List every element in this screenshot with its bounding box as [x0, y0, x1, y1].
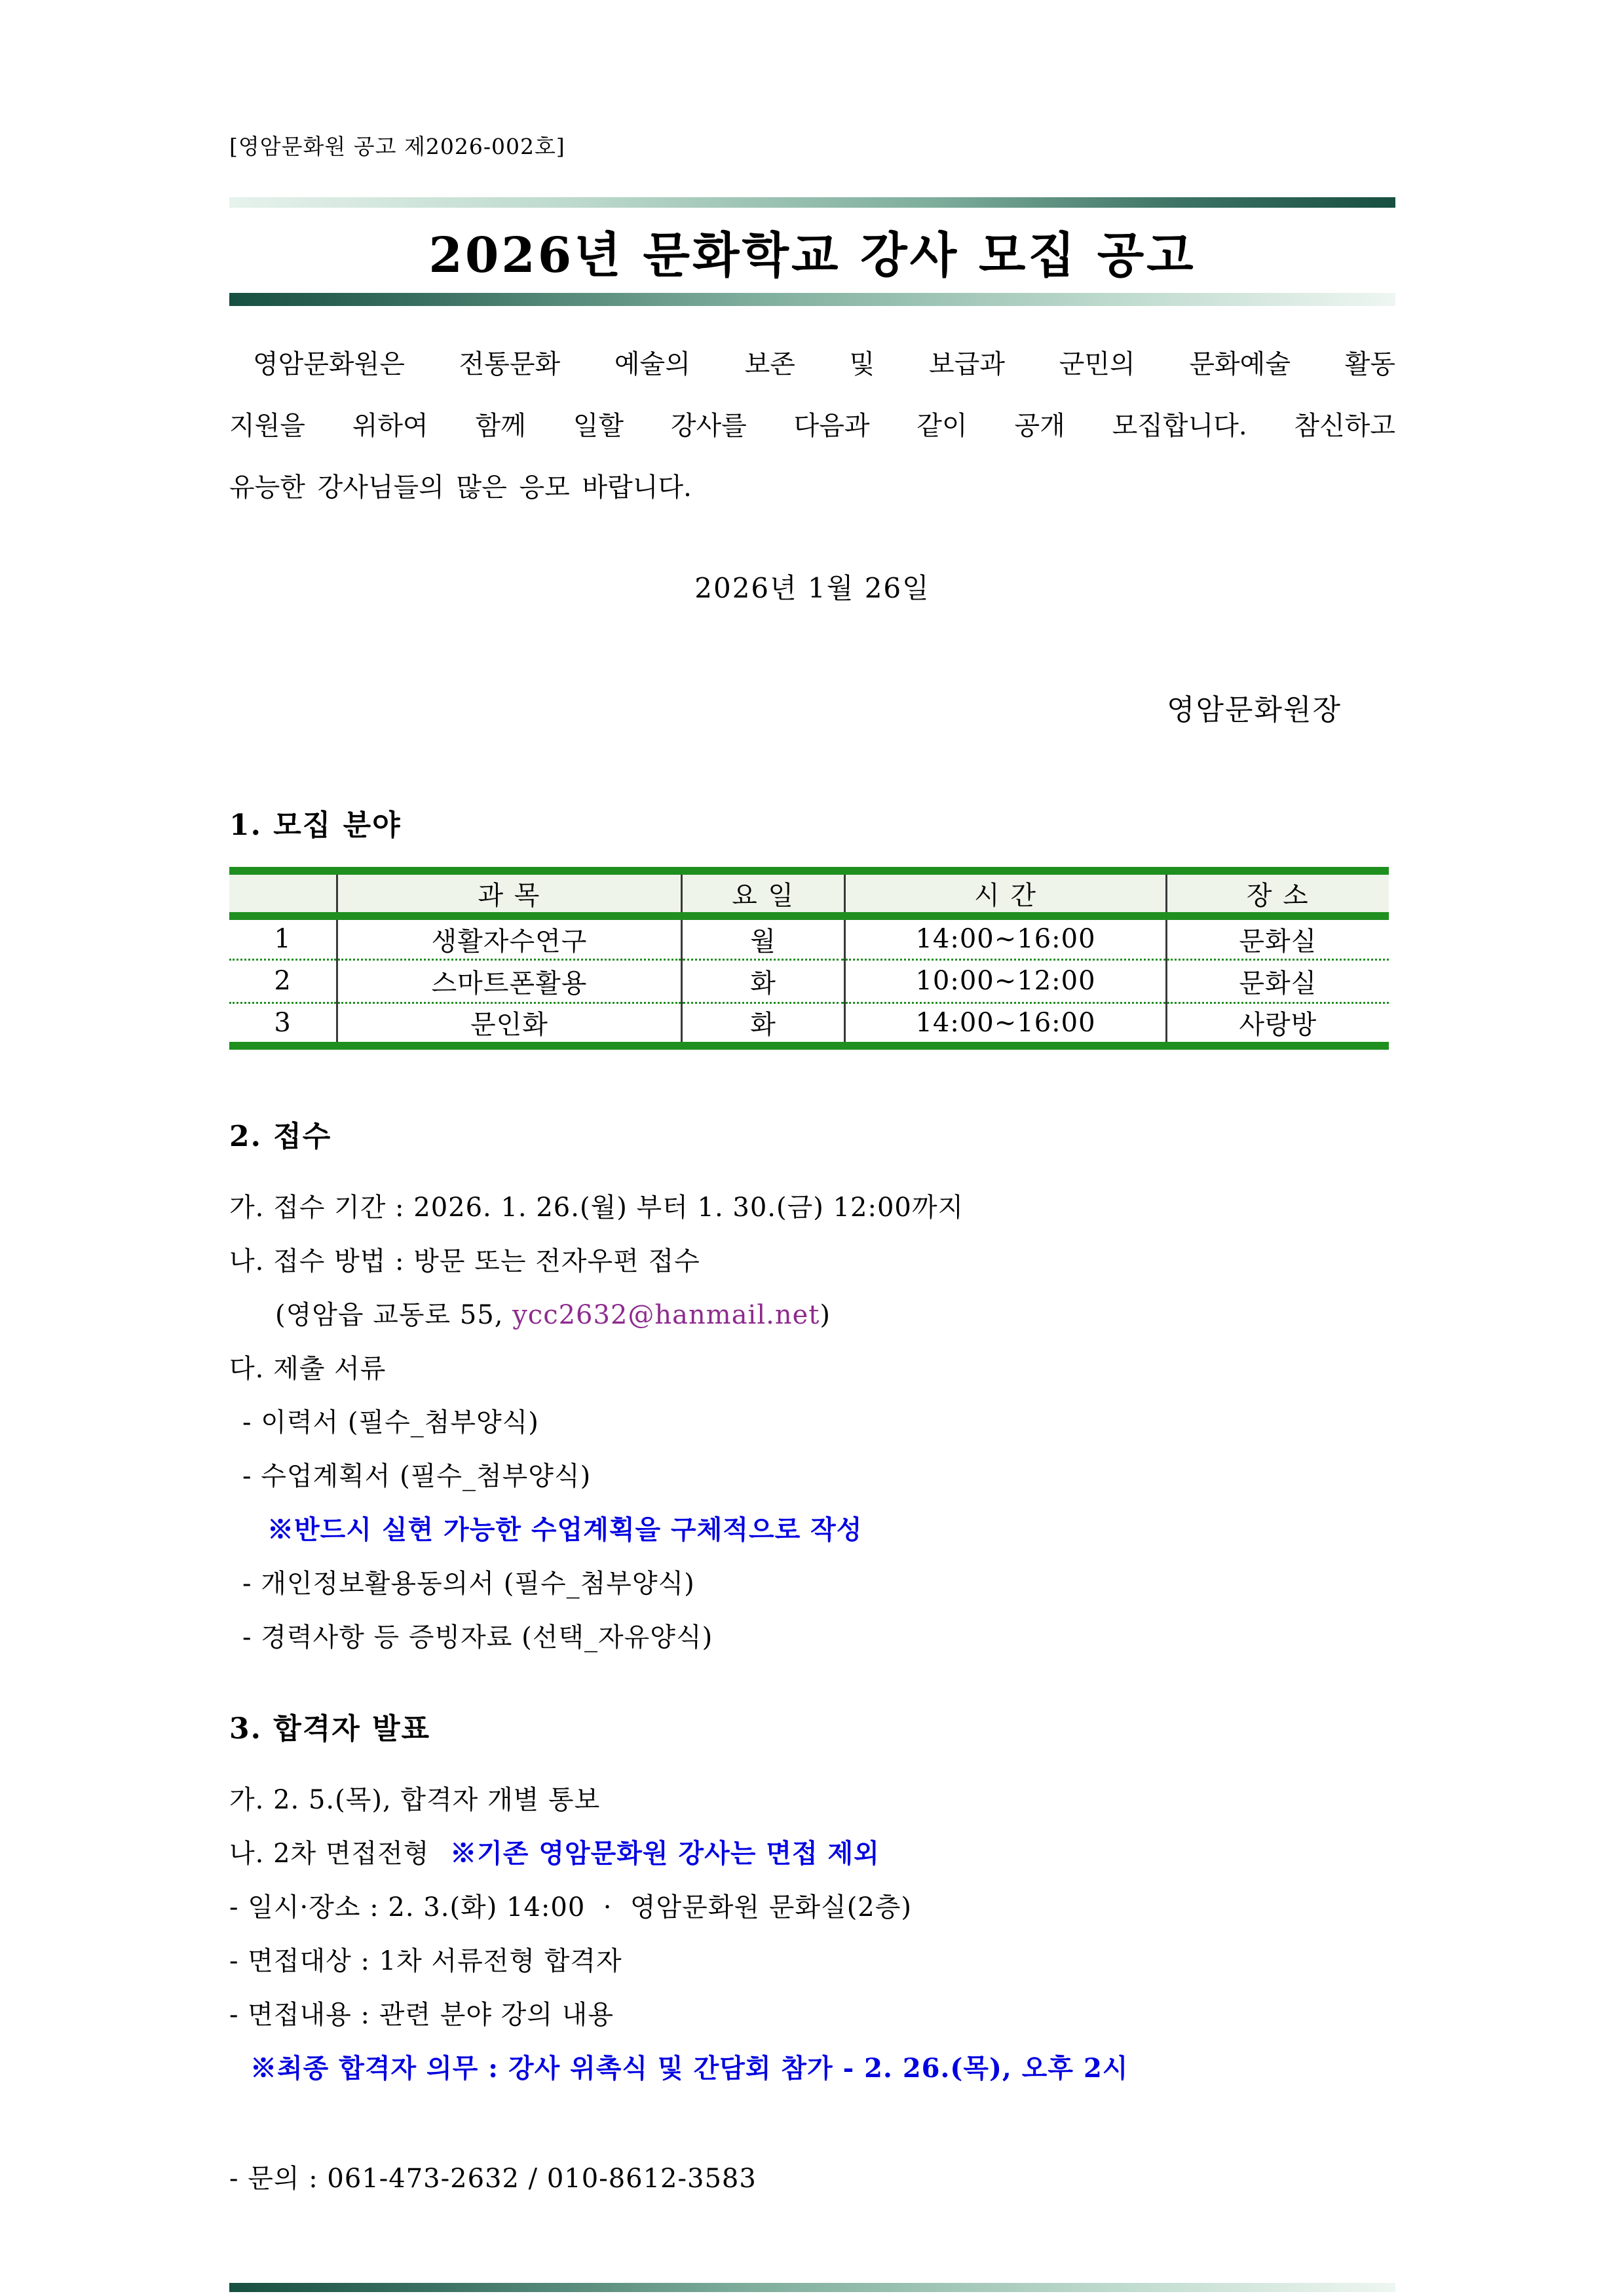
- section3-heading: 3. 합격자 발표: [229, 1712, 431, 1746]
- table-cell: 스마트폰활용: [337, 959, 682, 1003]
- section2-heading: 2. 접수: [229, 1120, 332, 1153]
- table-cell: 10:00~12:00: [845, 959, 1166, 1003]
- table-cell: 월: [681, 916, 845, 959]
- table-header-day: 요 일: [681, 871, 845, 916]
- signature: 영암문화원장: [1166, 693, 1342, 727]
- doc-item-lesson-plan: - 수업계획서 (필수_첨부양식): [242, 1461, 592, 1491]
- table-cell: 문인화: [337, 1003, 682, 1046]
- table-cell: 화: [681, 959, 845, 1003]
- interview-line: [229, 1827, 1395, 1881]
- notice-number: [영암문화원 공고 제2026-002호]: [229, 134, 565, 159]
- recruitment-table: [229, 867, 1389, 1050]
- table-cell: 사랑방: [1166, 1003, 1389, 1046]
- interview-label: 나. 2차 면접전형: [229, 1839, 439, 1869]
- reception-method-line: 나. 접수 방법 : 방문 또는 전자우편 접수: [229, 1246, 700, 1276]
- footer-rule: [229, 2283, 1395, 2292]
- table-cell: 화: [681, 1003, 845, 1046]
- email-link[interactable]: ycc2632@hanmail.net: [512, 1300, 820, 1330]
- table-header-row: [229, 871, 1389, 916]
- intro-line: 지원을 위하여 함께 일할 강사를 다음과 같이 공개 모집합니다. 참신하고: [229, 411, 1395, 441]
- document-content: [229, 0, 1395, 2206]
- table-cell: 3: [274, 1007, 292, 1038]
- address-close-paren: ): [820, 1300, 831, 1330]
- interview-when-where-line: - 일시·장소 : 2. 3.(화) 14:00 · 영암문화원 문화실(2층): [229, 1892, 913, 1923]
- intro-line: 유능한 강사님들의 많은 응모 바랍니다.: [229, 472, 692, 503]
- table-cell: 14:00~16:00: [845, 1003, 1166, 1046]
- table-cell: 문화실: [1166, 959, 1389, 1003]
- table-header-place: 장 소: [1166, 871, 1389, 916]
- table-header-subject: 과 목: [337, 871, 682, 916]
- table-cell: 생활자수연구: [337, 916, 682, 959]
- result-notify-line: 가. 2. 5.(목), 합격자 개별 통보: [229, 1785, 601, 1815]
- table-cell: 14:00~16:00: [845, 916, 1166, 959]
- title-rule-top: [229, 197, 1395, 208]
- reception-period-line: 가. 접수 기간 : 2026. 1. 26.(월) 부터 1. 30.(금) 12:00까지: [229, 1193, 964, 1223]
- doc-item-privacy-consent: - 개인정보활용동의서 (필수_첨부양식): [242, 1569, 695, 1599]
- table-cell: 문화실: [1166, 916, 1389, 959]
- final-pass-duty-note: ※최종 합격자 의무 : 강사 위촉식 및 간담회 참가 - 2. 26.(목), 오후 2시: [250, 2053, 1129, 2084]
- interview-exemption-note: ※기존 영암문화원 강사는 면접 제외: [450, 1838, 880, 1869]
- contact-line: - 문의 : 061-473-2632 / 010-8612-3583: [229, 2164, 757, 2194]
- lesson-plan-note: ※반드시 실현 가능한 수업계획을 구체적으로 작성: [267, 1514, 863, 1545]
- doc-item-resume: - 이력서 (필수_첨부양식): [242, 1407, 539, 1438]
- interview-content-line: - 면접내용 : 관련 분야 강의 내용: [229, 2000, 614, 2030]
- table-row: [229, 959, 1389, 1003]
- table-header-number: [229, 871, 337, 916]
- intro-line: 영암문화원은 전통문화 예술의 보존 및 보급과 군민의 문화예술 활동: [253, 349, 1395, 379]
- announcement-date: 2026년 1월 26일: [694, 572, 930, 604]
- submission-docs-line: 다. 제출 서류: [229, 1354, 387, 1384]
- doc-item-career-proof: - 경력사항 등 증빙자료 (선택_자유양식): [242, 1622, 713, 1653]
- intro-paragraph: [229, 334, 1395, 518]
- table-row: [229, 916, 1389, 959]
- address-text: (영암읍 교동로 55,: [275, 1300, 513, 1330]
- interview-target-line: - 면접대상 : 1차 서류전형 합격자: [229, 1946, 622, 1976]
- document-title: 2026년 문화학교 강사 모집 공고: [428, 227, 1196, 284]
- section1-heading: 1. 모집 분야: [229, 809, 402, 842]
- table-row: [229, 1003, 1389, 1046]
- table-cell: 1: [274, 924, 292, 955]
- reception-address-line: [229, 1288, 1395, 1342]
- title-rule-bottom: [229, 293, 1395, 306]
- table-header-time: 시 간: [845, 871, 1166, 916]
- table-cell: 2: [274, 966, 292, 996]
